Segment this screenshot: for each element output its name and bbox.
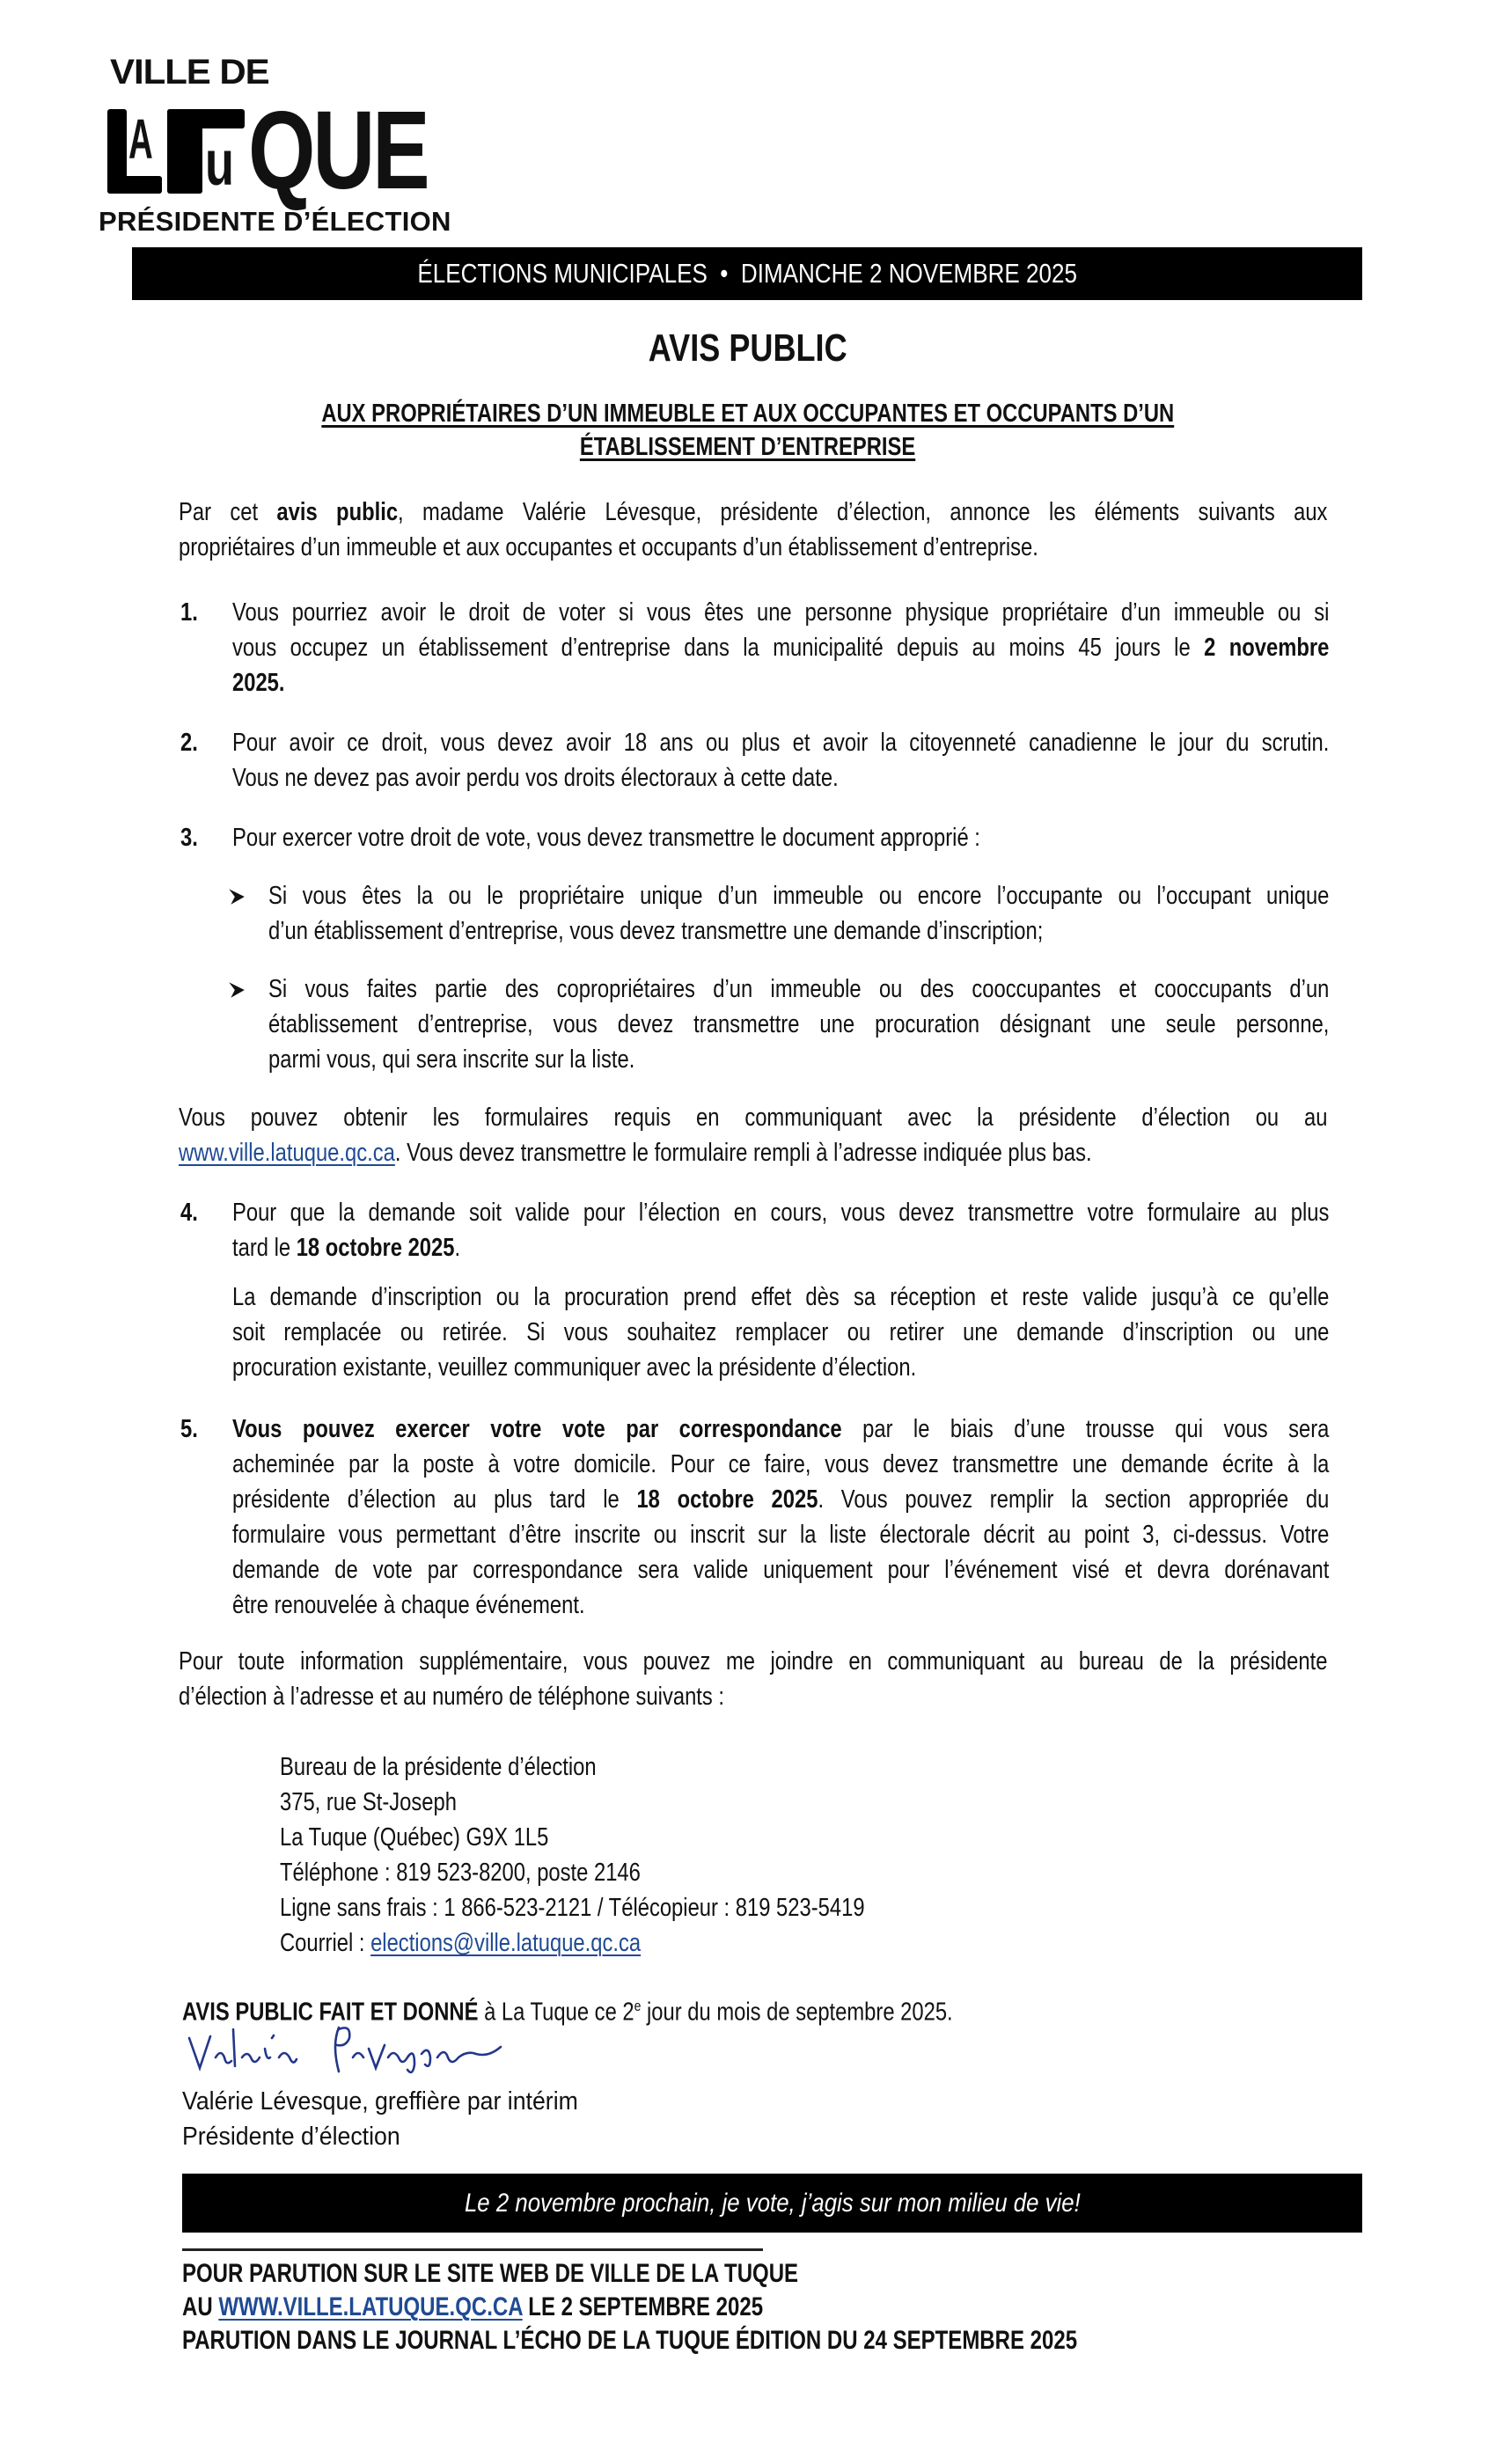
website-link[interactable]: www.ville.latuque.qc.ca <box>179 1139 395 1167</box>
city-label: VILLE DE <box>110 53 269 92</box>
bullet-icon: • <box>720 258 729 289</box>
intro-line-2: propriétaires d’un immeuble et aux occupantes et occupants d’un établissement d’entreprise. <box>179 533 1038 561</box>
info-para-line-2: d’élection à l’adresse et au numéro de téléphone suivants : <box>179 1683 725 1711</box>
bullet-2-line-1: Si vous faites partie des copropriétaires d’un immeuble ou des cooccupantes et cooccupants d’un <box>268 975 1330 1003</box>
logo-letter-a: A <box>128 107 153 171</box>
subtitle-line-1: AUX PROPRIÉTAIRES D’UN IMMEUBLE ET AUX OCCUPANTES ET OCCUPANTS D’UN <box>321 400 1175 428</box>
item-4-para2-line-3: procuration existante, veuillez communiquer avec la présidente d’élection. <box>232 1353 917 1382</box>
item-1-line-2: vous occupez un établissement d’entreprise dans la municipalité depuis au moins 45 jours le 2 novembre <box>232 634 1330 662</box>
address-city: La Tuque (Québec) G9X 1L5 <box>280 1823 549 1852</box>
signatory-name: Valérie Lévesque, greffière par intérim <box>182 2087 578 2116</box>
arrow-bullet-icon <box>227 980 246 1000</box>
item-5-line-3: présidente d’élection au plus tard le 18 octobre 2025. Vous pouvez remplir la section appropriée du <box>232 1485 1330 1514</box>
item-4-para2-line-2: soit remplacée ou retirée. Si vous souhaitez remplacer ou retirer une demande d’inscription ou une <box>232 1318 1330 1346</box>
page-title: AVIS PUBLIC <box>649 326 847 370</box>
publication-line-3: PARUTION DANS LE JOURNAL L’ÉCHO DE LA TUQUE ÉDITION DU 24 SEPTEMBRE 2025 <box>182 2326 1078 2355</box>
info-para-line-1: Pour toute information supplémentaire, vous pouvez me joindre en communiquant au bureau de la présidente <box>179 1647 1328 1676</box>
slogan-text: Le 2 novembre prochain, je vote, j’agis sur mon milieu de vie! <box>464 2188 1081 2218</box>
bullet-2-line-2: établissement d’entreprise, vous devez transmettre une procuration désignant une seule personne, <box>268 1010 1330 1038</box>
address-tollfree-fax: Ligne sans frais : 1 866-523-2121 / Télécopieur : 819 523-5419 <box>280 1894 865 1922</box>
signature-image <box>180 2022 532 2075</box>
closing-statement: AVIS PUBLIC FAIT ET DONNÉ à La Tuque ce 2e jour du mois de septembre 2025. <box>182 1998 953 2027</box>
signatory-role: Présidente d’élection <box>182 2123 400 2151</box>
item-5-line-6: être renouvelée à chaque événement. <box>232 1591 585 1619</box>
address-street: 375, rue St-Joseph <box>280 1788 457 1816</box>
website-link-uppercase[interactable]: WWW.VILLE.LATUQUE.QC.CA <box>218 2292 523 2321</box>
publication-line-1: POUR PARUTION SUR LE SITE WEB DE VILLE DE LA TUQUE <box>182 2259 799 2288</box>
item-5-line-5: demande de vote par correspondance sera valide uniquement pour l’événement visé et devra dorénavant <box>232 1556 1330 1584</box>
bullet-1-line-1: Si vous êtes la ou le propriétaire unique d’un immeuble ou encore l’occupante ou l’occupant unique <box>268 882 1330 910</box>
la-tuque-logo <box>107 88 478 212</box>
item-number: 1. <box>180 598 198 627</box>
item-4-line-2: tard le 18 octobre 2025. <box>232 1234 461 1262</box>
subtitle-line-2: ÉTABLISSEMENT D’ENTREPRISE <box>580 433 916 461</box>
arrow-bullet-icon <box>227 887 246 906</box>
logo-letter-t <box>167 109 245 199</box>
publication-line-2: AU WWW.VILLE.LATUQUE.QC.CA LE 2 SEPTEMBRE 2025 <box>182 2292 764 2321</box>
bullet-1-line-2: d’un établissement d’entreprise, vous devez transmettre une demande d’inscription; <box>268 917 1044 945</box>
divider <box>182 2248 763 2251</box>
item-number: 2. <box>180 729 198 757</box>
intro-line-1: Par cet avis public, madame Valérie Lévesque, présidente d’élection, annonce les éléments suivants aux <box>179 498 1328 526</box>
item-5-line-2: acheminée par la poste à votre domicile. Pour ce faire, vous devez transmettre une demande écrite à la <box>232 1450 1330 1478</box>
logo-letter-u: u <box>205 128 234 199</box>
banner-text: ÉLECTIONS MUNICIPALES • DIMANCHE 2 NOVEMBRE 2025 <box>417 258 1077 289</box>
item-number: 5. <box>180 1415 198 1443</box>
item-2-line-1: Pour avoir ce droit, vous devez avoir 18 ans ou plus et avoir la citoyenneté canadienne le jour du scrutin. <box>232 729 1330 757</box>
item-number: 3. <box>180 824 198 852</box>
email-link[interactable]: elections@ville.latuque.qc.ca <box>370 1929 642 1957</box>
bullet-2-line-3: parmi vous, qui sera inscrite sur la liste. <box>268 1045 635 1074</box>
presidente-label: PRÉSIDENTE D’ÉLECTION <box>99 206 451 237</box>
address-email-line: Courriel : elections@ville.latuque.qc.ca <box>280 1929 642 1957</box>
item-3-line-1: Pour exercer votre droit de vote, vous devez transmettre le document approprié : <box>232 824 980 852</box>
address-office: Bureau de la présidente d’élection <box>280 1753 597 1781</box>
item-2-line-2: Vous ne devez pas avoir perdu vos droits électoraux à cette date. <box>232 764 839 792</box>
election-banner <box>132 247 1362 300</box>
item-4-para2-line-1: La demande d’inscription ou la procuration prend effet dès sa réception et reste valide jusqu’à ce qu’elle <box>232 1283 1330 1311</box>
item-1-line-3: 2025. <box>232 669 285 697</box>
logo-letter-l <box>107 109 162 194</box>
item-5-line-1: Vous pouvez exercer votre vote par correspondance par le biais d’une trousse qui vous sera <box>232 1415 1330 1443</box>
address-phone: Téléphone : 819 523-8200, poste 2146 <box>280 1859 641 1887</box>
item-1-line-1: Vous pourriez avoir le droit de voter si vous êtes une personne physique propriétaire d’un immeuble ou si <box>232 598 1330 627</box>
logo-letters-que: QUE <box>248 88 428 212</box>
forms-para-line-1: Vous pouvez obtenir les formulaires requis en communiquant avec la présidente d’élection ou au <box>179 1104 1328 1132</box>
item-number: 4. <box>180 1199 198 1227</box>
slogan-banner <box>182 2174 1362 2233</box>
item-4-line-1: Pour que la demande soit valide pour l’élection en cours, vous devez transmettre votre formulaire au plus <box>232 1199 1330 1227</box>
forms-para-line-2: www.ville.latuque.qc.ca. Vous devez transmettre le formulaire rempli à l’adresse indiquée plus bas. <box>179 1139 1092 1167</box>
item-5-line-4: formulaire vous permettant d’être inscrite ou inscrit sur la liste électorale décrit au point 3, ci-dessus. Votre <box>232 1521 1330 1549</box>
